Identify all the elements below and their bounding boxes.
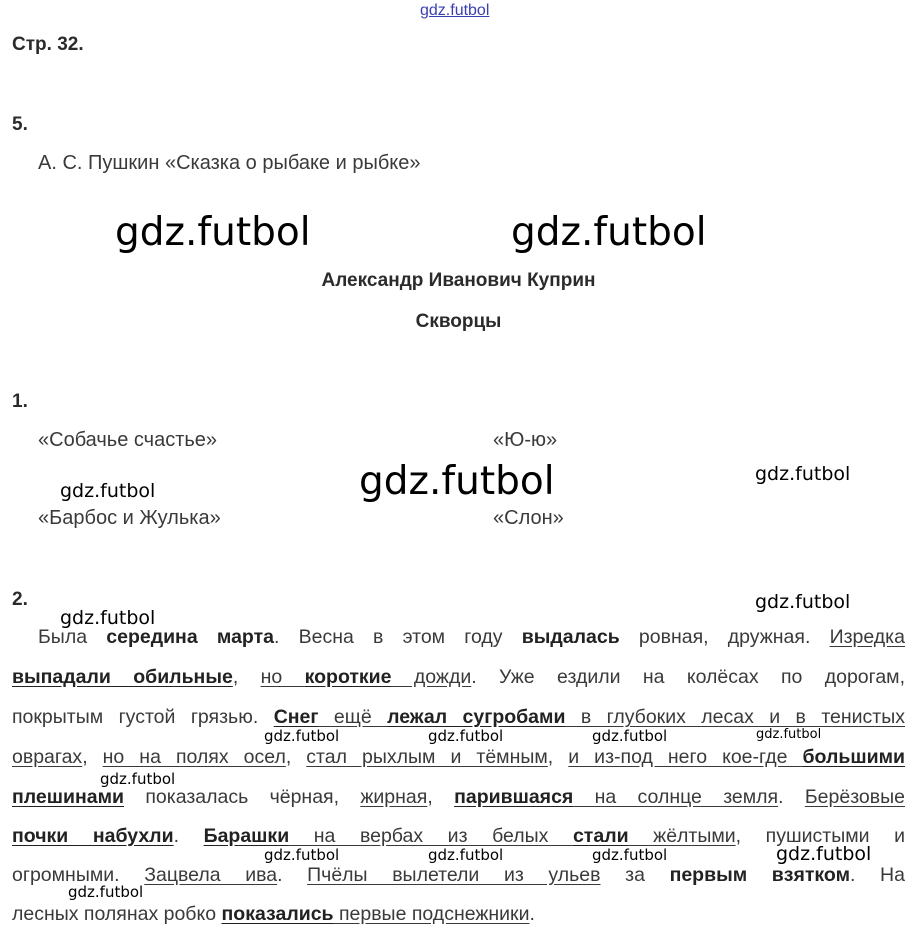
watermark-medium: gdz.futbol [60,607,156,629]
task-answer: А. С. Пушкин «Сказка о рыбаке и рыбке» [38,152,421,174]
story-author: Александр Иванович Куприн [321,270,596,291]
task-number: 2. [12,589,28,610]
story-list-item: «Барбос и Жулька» [38,507,221,529]
story-list-item: «Ю-ю» [493,429,558,451]
watermark-large: gdz.futbol [359,459,555,504]
watermark-large: gdz.futbol [511,210,707,255]
paragraph-line: оврагах, но на полях осел, стал рыхлым и тёмным, и из-под него кое-где большими [12,746,906,768]
watermark-small: gdz.futbol [428,727,504,745]
paragraph-line: почки набухли. Барашки на вербах из белых стали жёлтыми, пушистыми и [12,825,905,847]
watermark-small: gdz.futbol [592,846,668,864]
task-number: 1. [12,391,28,412]
watermark-small: gdz.futbol [756,727,822,742]
story-list-item: «Собачье счастье» [38,429,218,451]
paragraph-line: плешинами показалась чёрная, жирная, парившаяся на солнце земля. Берёзовые [12,786,905,808]
watermark-large: gdz.futbol [115,210,311,255]
page-label: Стр. 32. [12,34,84,55]
paragraph-line: лесных полянах робко показались первые подснежники. [12,903,535,925]
watermark-medium: gdz.futbol [755,463,851,485]
watermark-top: gdz.futbol [420,2,490,19]
paragraph-line: Была середина марта. Весна в этом году выдалась ровная, дружная. Изредка [38,626,905,648]
watermark-medium: gdz.futbol [776,843,872,865]
watermark-small: gdz.futbol [68,883,144,901]
story-list-item: «Слон» [493,507,564,529]
task-number: 5. [12,114,28,135]
watermark-small: gdz.futbol [592,727,668,745]
watermark-small: gdz.futbol [264,727,340,745]
watermark-medium: gdz.futbol [60,480,156,502]
paragraph-line: огромными. Зацвела ива. Пчёлы вылетели из ульев за первым взятком. На [12,864,905,886]
paragraph-line: покрытым густой грязью. Снег ещё лежал сугробами в глубоких лесах и в тенистых [12,706,905,728]
story-title: Скворцы [415,311,502,332]
watermark-medium: gdz.futbol [755,591,851,613]
watermark-small: gdz.futbol [428,846,504,864]
watermark-small: gdz.futbol [264,846,340,864]
paragraph-line: выпадали обильные, но короткие дожди. Уже ездили на колёсах по дорогам, [12,666,905,688]
watermark-small: gdz.futbol [100,770,176,788]
